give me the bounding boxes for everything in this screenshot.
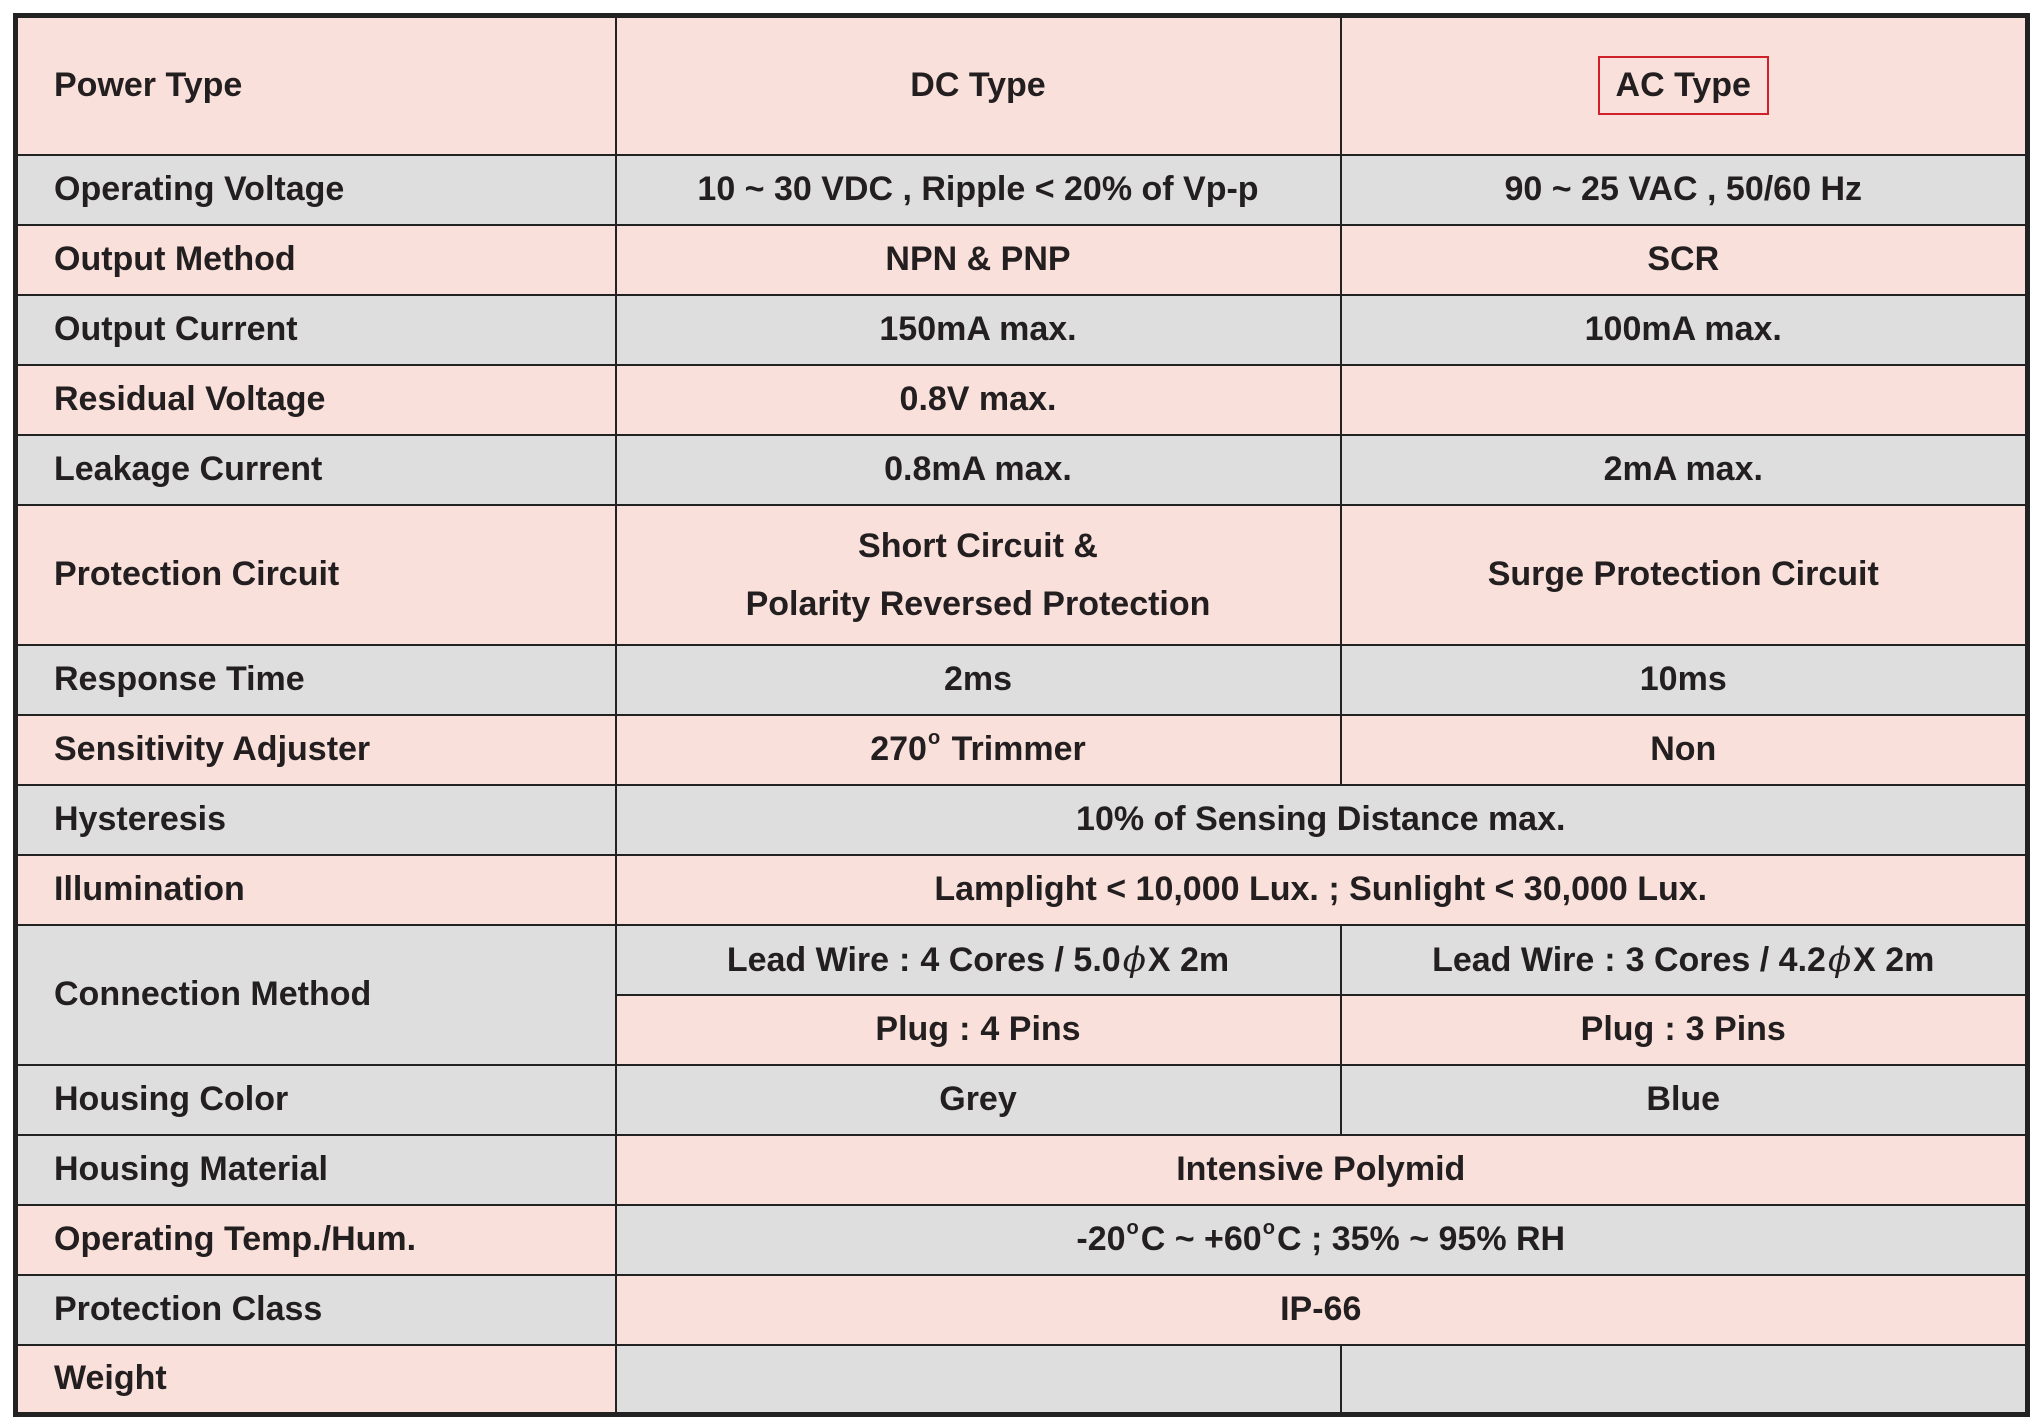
degree-symbol: o bbox=[1126, 1217, 1139, 1239]
illumination-label: Illumination bbox=[16, 855, 616, 925]
housing-material-value: Intensive Polymid bbox=[616, 1135, 2028, 1205]
humidity-range: C ; 35% ~ 95% RH bbox=[1276, 1220, 1566, 1258]
ac-plug-pins: 3 Pins bbox=[1685, 1010, 1786, 1048]
row-output-current bbox=[16, 295, 2028, 365]
leakage-current-ac: 2mA max. bbox=[1341, 435, 2028, 505]
operating-temp-value bbox=[616, 1205, 2028, 1275]
degree-symbol: o bbox=[1262, 1217, 1275, 1239]
lead-wire-text: Lead Wire bbox=[726, 940, 890, 979]
hysteresis-value: 10% of Sensing Distance max. bbox=[616, 785, 2028, 855]
connection-dc-plug bbox=[616, 995, 1341, 1065]
leakage-current-label: Leakage Current bbox=[16, 435, 616, 505]
weight-dc bbox=[616, 1345, 1341, 1415]
output-current-dc: 150mA max. bbox=[616, 295, 1341, 365]
power-type-label: Power Type bbox=[16, 16, 616, 155]
dc-wire-length: X 2m bbox=[1147, 940, 1230, 979]
colon: : bbox=[899, 940, 911, 979]
colon: : bbox=[1664, 1010, 1676, 1048]
weight-ac bbox=[1341, 1345, 2028, 1415]
temp-min: -20 bbox=[1076, 1220, 1126, 1258]
row-power-type bbox=[16, 16, 2028, 155]
output-current-ac: 100mA max. bbox=[1341, 295, 2028, 365]
housing-color-ac: Blue bbox=[1341, 1065, 2028, 1135]
colon: : bbox=[1604, 940, 1616, 979]
protection-circuit-ac: Surge Protection Circuit bbox=[1341, 505, 2028, 645]
hysteresis-label: Hysteresis bbox=[16, 785, 616, 855]
protection-circuit-label: Protection Circuit bbox=[16, 505, 616, 645]
dc-type-header: DC Type bbox=[616, 16, 1341, 155]
temp-max: C ~ +60 bbox=[1140, 1220, 1262, 1258]
ac-wire-length: X 2m bbox=[1853, 940, 1935, 979]
response-time-ac: 10ms bbox=[1341, 645, 2028, 715]
ac-type-header-cell bbox=[1341, 16, 2028, 155]
housing-material-label: Housing Material bbox=[16, 1135, 616, 1205]
residual-voltage-ac bbox=[1341, 365, 2028, 435]
row-operating-temp bbox=[16, 1205, 2028, 1275]
row-connection-lead-wire bbox=[16, 925, 2028, 995]
output-current-label: Output Current bbox=[16, 295, 616, 365]
row-residual-voltage bbox=[16, 365, 2028, 435]
row-output-method bbox=[16, 225, 2028, 295]
row-hysteresis bbox=[16, 785, 2028, 855]
row-leakage-current bbox=[16, 435, 2028, 505]
housing-color-dc: Grey bbox=[616, 1065, 1341, 1135]
protection-class-label: Protection Class bbox=[16, 1275, 616, 1345]
residual-voltage-label: Residual Voltage bbox=[16, 365, 616, 435]
plug-text: Plug bbox=[1580, 1010, 1655, 1048]
row-operating-voltage bbox=[16, 155, 2028, 225]
row-protection-class bbox=[16, 1275, 2028, 1345]
output-method-ac: SCR bbox=[1341, 225, 2028, 295]
row-response-time bbox=[16, 645, 2028, 715]
dc-wire-cores: 4 Cores / 5.0 bbox=[920, 940, 1121, 979]
sensitivity-angle: 270 bbox=[870, 730, 927, 768]
housing-color-label: Housing Color bbox=[16, 1065, 616, 1135]
sensitivity-trimmer: Trimmer bbox=[942, 730, 1086, 768]
ac-type-header: AC Type bbox=[1598, 56, 1769, 115]
protection-circuit-dc-line1: Short Circuit & bbox=[858, 526, 1098, 565]
operating-voltage-dc: 10 ~ 30 VDC , Ripple < 20% of Vp-p bbox=[616, 155, 1341, 225]
row-illumination bbox=[16, 855, 2028, 925]
phi-symbol: ϕ bbox=[1122, 939, 1146, 980]
spec-table bbox=[13, 13, 2030, 1417]
protection-class-value: IP-66 bbox=[616, 1275, 2028, 1345]
connection-ac-plug bbox=[1341, 995, 2028, 1065]
illumination-value: Lamplight < 10,000 Lux. ; Sunlight < 30,000 Lux. bbox=[616, 855, 2028, 925]
connection-ac-wire bbox=[1341, 925, 2028, 995]
response-time-label: Response Time bbox=[16, 645, 616, 715]
row-protection-circuit bbox=[16, 505, 2028, 645]
phi-symbol: ϕ bbox=[1827, 939, 1852, 980]
dc-plug-pins: 4 Pins bbox=[980, 1010, 1081, 1048]
lead-wire-text: Lead Wire bbox=[1432, 940, 1595, 979]
output-method-dc: NPN & PNP bbox=[616, 225, 1341, 295]
degree-symbol: o bbox=[927, 727, 941, 749]
leakage-current-dc: 0.8mA max. bbox=[616, 435, 1341, 505]
connection-method-label: Connection Method bbox=[16, 925, 616, 1065]
protection-circuit-dc bbox=[616, 505, 1341, 645]
sensitivity-adjuster-label: Sensitivity Adjuster bbox=[16, 715, 616, 785]
sensitivity-adjuster-ac: Non bbox=[1341, 715, 2028, 785]
row-housing-color bbox=[16, 1065, 2028, 1135]
operating-voltage-label: Operating Voltage bbox=[16, 155, 616, 225]
operating-voltage-ac: 90 ~ 25 VAC , 50/60 Hz bbox=[1341, 155, 2028, 225]
residual-voltage-dc: 0.8V max. bbox=[616, 365, 1341, 435]
output-method-label: Output Method bbox=[16, 225, 616, 295]
row-weight bbox=[16, 1345, 2028, 1415]
response-time-dc: 2ms bbox=[616, 645, 1341, 715]
protection-circuit-dc-line2: Polarity Reversed Protection bbox=[745, 584, 1211, 623]
operating-temp-label: Operating Temp./Hum. bbox=[16, 1205, 616, 1275]
colon: : bbox=[959, 1010, 971, 1048]
sensitivity-adjuster-dc bbox=[616, 715, 1341, 785]
ac-wire-cores: 3 Cores / 4.2 bbox=[1625, 940, 1826, 979]
weight-label: Weight bbox=[16, 1345, 616, 1415]
connection-dc-wire bbox=[616, 925, 1341, 995]
row-housing-material bbox=[16, 1135, 2028, 1205]
plug-text: Plug bbox=[875, 1010, 950, 1048]
row-sensitivity-adjuster bbox=[16, 715, 2028, 785]
